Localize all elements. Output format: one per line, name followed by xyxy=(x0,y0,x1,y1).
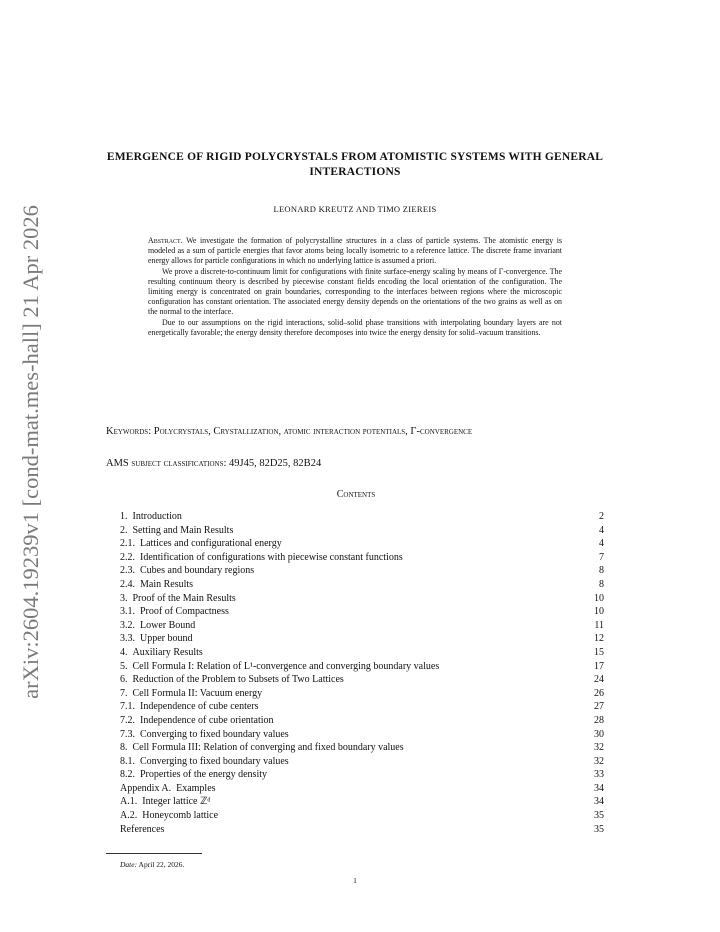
toc-entry-page: 28 xyxy=(594,714,604,726)
toc-entry-page: 27 xyxy=(594,701,604,713)
toc-entry-title xyxy=(120,741,404,755)
toc-entry-number: 5. xyxy=(120,660,128,672)
toc-entry-title xyxy=(120,755,289,769)
table-of-contents xyxy=(120,510,604,836)
toc-entry[interactable] xyxy=(120,782,604,796)
toc-entry-number: 2.1. xyxy=(120,538,135,550)
toc-entry-number: 2. xyxy=(120,524,128,536)
toc-entry-page: 15 xyxy=(594,646,604,658)
toc-entry-title xyxy=(120,809,218,823)
toc-entry[interactable] xyxy=(120,714,604,728)
toc-entry-number: 3. xyxy=(120,592,128,604)
toc-entry-number: 7.3. xyxy=(120,728,135,740)
toc-entry-title xyxy=(120,687,262,701)
toc-entry[interactable] xyxy=(120,768,604,782)
toc-entry-number: A.1. xyxy=(120,796,138,808)
toc-entry-page: 10 xyxy=(594,592,604,604)
toc-entry-text: Integer lattice ℤᵈ xyxy=(142,796,211,808)
toc-entry-text: Setting and Main Results xyxy=(132,524,234,536)
toc-entry-title xyxy=(120,795,211,809)
toc-entry-title xyxy=(120,564,254,578)
toc-entry-page: 4 xyxy=(599,524,604,536)
toc-entry-title xyxy=(120,646,203,660)
abstract-paragraph-1 xyxy=(148,236,562,267)
abstract-text-1: We investigate the formation of polycrystalline structures in a class of particle systems. The atomistic energy is modeled as a sum of particle energies that favor atoms being locally isometric to a reference lattice. The discrete frame invariant energy allows for particle configurations in which no underlying lattice is assumed a priori. xyxy=(148,236,562,266)
ams-text: 49J45, 82D25, 82B24 xyxy=(229,458,322,469)
toc-entry-number: A.2. xyxy=(120,810,138,822)
toc-entry-number: Appendix A. xyxy=(120,782,172,794)
toc-entry-page: 12 xyxy=(594,633,604,645)
toc-entry-title xyxy=(120,537,282,551)
footnote-rule xyxy=(106,853,202,854)
toc-entry-title xyxy=(120,823,164,837)
toc-entry-page: 2 xyxy=(599,511,604,522)
toc-entry-text: References xyxy=(120,823,165,835)
keywords-text: Polycrystals, Crystallization, atomic interaction potentials, Γ-convergence xyxy=(153,426,473,437)
toc-entry-text: Auxiliary Results xyxy=(132,646,203,658)
toc-entry-text: Converging to fixed boundary values xyxy=(140,728,289,740)
toc-entry-text: Cell Formula I: Relation of L¹-convergence and converging boundary values xyxy=(132,660,440,672)
keywords-label: Keywords: xyxy=(106,426,152,437)
toc-entry-text: Cell Formula II: Vacuum energy xyxy=(132,687,263,699)
abstract-paragraph-3: Due to our assumptions on the rigid interactions, solid–solid phase transitions with interpolating boundary layers are not energetically favorable; the energy density therefore decomposes into twice the energy density for solid–vacuum transitions. xyxy=(148,317,562,337)
toc-entry-text: Independence of cube centers xyxy=(140,701,259,713)
toc-entry-text: Reduction of the Problem to Subsets of Two Lattices xyxy=(132,674,344,686)
toc-entry-page: 33 xyxy=(594,769,604,781)
toc-entry-number: 7.1. xyxy=(120,701,135,713)
abstract-label: Abstract. xyxy=(148,236,183,245)
toc-entry-title xyxy=(120,605,229,619)
page-number: 1 xyxy=(353,876,357,885)
toc-entry-page: 4 xyxy=(599,538,604,550)
toc-entry-page: 24 xyxy=(594,674,604,686)
toc-entry[interactable] xyxy=(120,660,604,674)
toc-entry-title xyxy=(120,782,216,796)
toc-entry[interactable] xyxy=(120,795,604,809)
toc-entry-text: Cubes and boundary regions xyxy=(140,565,255,577)
toc-entry-number: 8. xyxy=(120,742,128,754)
toc-entry-text: Examples xyxy=(176,782,216,794)
toc-entry[interactable] xyxy=(120,564,604,578)
toc-entry-number: 8.1. xyxy=(120,755,135,767)
toc-entry[interactable] xyxy=(120,524,604,538)
toc-entry-text: Proof of Compactness xyxy=(140,606,229,618)
date-text: April 22, 2026. xyxy=(138,860,185,869)
contents-heading: Contents xyxy=(336,489,376,500)
toc-entry[interactable] xyxy=(120,510,604,524)
toc-entry-title xyxy=(120,714,274,728)
toc-entry[interactable] xyxy=(120,605,604,619)
toc-entry-page: 34 xyxy=(594,796,604,808)
date-label: Date: xyxy=(120,860,138,869)
toc-entry[interactable] xyxy=(120,741,604,755)
ams-classifications xyxy=(106,458,606,469)
toc-entry-page: 17 xyxy=(594,660,604,672)
toc-entry-page: 32 xyxy=(594,742,604,754)
toc-entry-number: 7. xyxy=(120,687,128,699)
toc-entry[interactable] xyxy=(120,592,604,606)
toc-entry-title xyxy=(120,700,259,714)
toc-entry-text: Proof of the Main Results xyxy=(132,592,236,604)
toc-entry[interactable] xyxy=(120,700,604,714)
toc-entry-number: 2.3. xyxy=(120,565,135,577)
toc-entry-page: 7 xyxy=(599,551,604,563)
toc-entry-page: 35 xyxy=(594,810,604,822)
toc-entry-page: 34 xyxy=(594,782,604,794)
paper-authors: LEONARD KREUTZ AND TIMO ZIEREIS xyxy=(273,204,437,214)
toc-entry-title xyxy=(120,768,267,782)
toc-entry-number: 3.3. xyxy=(120,633,135,645)
toc-entry-page: 30 xyxy=(594,728,604,740)
toc-entry-title xyxy=(120,578,193,592)
paper-title: EMERGENCE OF RIGID POLYCRYSTALS FROM ATOMISTIC SYSTEMS WITH GENERAL INTERACTIONS xyxy=(106,151,604,178)
toc-entry-text: Identification of configurations with piecewise constant functions xyxy=(140,551,403,563)
toc-entry-text: Cell Formula III: Relation of converging and fixed boundary values xyxy=(132,742,404,754)
toc-entry-page: 8 xyxy=(599,565,604,577)
toc-entry-page: 10 xyxy=(594,606,604,618)
abstract-paragraph-2: We prove a discrete-to-continuum limit for configurations with finite surface-energy scaling by means of Γ-convergence. The resulting continuum theory is described by piecewise constant fields encoding the local orientation of the configuration. The limiting energy is concentrated on grain boundaries, corresponding to the interfaces between regions where the microscopic configuration has constant orientation. The associated energy density depends on the orientations of the two grains as well as on the normal to the interface. xyxy=(148,266,562,317)
toc-entry-page: 11 xyxy=(594,619,604,631)
toc-entry-text: Properties of the energy density xyxy=(140,769,268,781)
arxiv-side-stamp xyxy=(14,202,48,702)
toc-entry[interactable] xyxy=(120,578,604,592)
toc-entry-page: 26 xyxy=(594,687,604,699)
toc-entry[interactable] xyxy=(120,537,604,551)
toc-entry-title xyxy=(120,632,193,646)
toc-entry-text: Upper bound xyxy=(140,633,193,645)
toc-entry-title xyxy=(120,619,195,633)
toc-entry-text: Introduction xyxy=(132,511,182,522)
toc-entry-text: Lower Bound xyxy=(140,619,196,631)
ams-label: AMS subject classifications: xyxy=(106,458,227,469)
toc-entry-number: 3.2. xyxy=(120,619,135,631)
toc-entry-title xyxy=(120,673,344,687)
toc-entry-number: 2.4. xyxy=(120,578,135,590)
date-footnote xyxy=(120,860,184,869)
toc-entry-title xyxy=(120,510,182,524)
toc-entry-text: Honeycomb lattice xyxy=(142,810,219,822)
toc-entry[interactable] xyxy=(120,823,604,837)
toc-entry-number: 6. xyxy=(120,674,128,686)
toc-entry-text: Main Results xyxy=(140,578,194,590)
toc-entry-page: 35 xyxy=(594,823,604,835)
toc-entry-number: 4. xyxy=(120,646,128,658)
toc-entry[interactable] xyxy=(120,632,604,646)
toc-entry-title xyxy=(120,592,236,606)
toc-entry-title xyxy=(120,524,233,538)
toc-entry-title xyxy=(120,660,439,674)
arxiv-identifier: arXiv:2604.19239v1 [cond-mat.mes-hall] 21 Apr 2026 xyxy=(18,205,43,699)
toc-entry-number: 7.2. xyxy=(120,714,135,726)
toc-entry-title xyxy=(120,728,289,742)
abstract xyxy=(148,236,562,338)
toc-entry[interactable] xyxy=(120,687,604,701)
toc-entry-text: Converging to fixed boundary values xyxy=(140,755,289,767)
toc-entry-number: 3.1. xyxy=(120,606,135,618)
keywords xyxy=(106,425,606,439)
toc-entry[interactable] xyxy=(120,646,604,660)
toc-entry[interactable] xyxy=(120,673,604,687)
toc-entry-number: 8.2. xyxy=(120,769,135,781)
toc-entry[interactable] xyxy=(120,728,604,742)
toc-entry[interactable] xyxy=(120,551,604,565)
toc-entry-title xyxy=(120,551,403,565)
toc-entry-number: 2.2. xyxy=(120,551,135,563)
toc-entry-page: 32 xyxy=(594,755,604,767)
toc-entry-page: 8 xyxy=(599,578,604,590)
toc-entry-text: Independence of cube orientation xyxy=(140,714,274,726)
toc-entry-text: Lattices and configurational energy xyxy=(140,538,282,550)
toc-entry[interactable] xyxy=(120,809,604,823)
toc-entry[interactable] xyxy=(120,619,604,633)
toc-entry-number: 1. xyxy=(120,511,128,522)
toc-entry[interactable] xyxy=(120,755,604,769)
